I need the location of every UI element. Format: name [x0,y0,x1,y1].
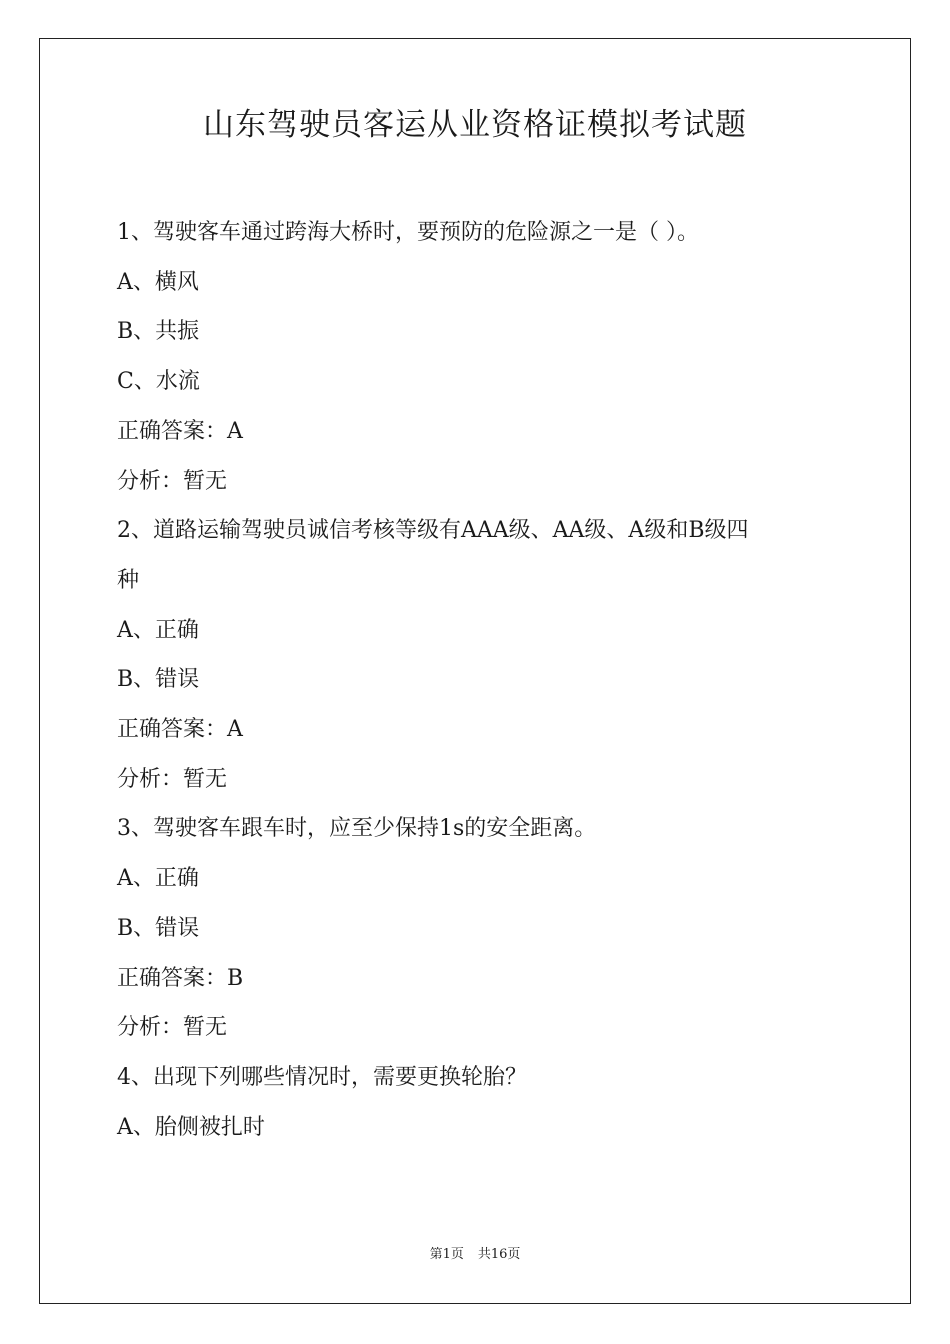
question-1-answer: 正确答案：A [117,418,243,444]
page-total: 共16页 [477,1247,521,1262]
document-title: 山东驾驶员客运从业资格证模拟考试题 [203,107,747,143]
question-3-analysis: 分析：暂无 [117,1015,228,1041]
question-1-option-a: A、横风 [117,269,199,295]
question-3-option-b: B、错误 [117,915,200,941]
question-content [117,208,847,1152]
question-3-option-a: A、正确 [117,866,199,892]
question-4-option-a: A、胎侧被扎时 [117,1114,265,1140]
page-number: 第1页 [429,1247,464,1262]
question-3-text: 3、驾驶客车跟车时，应至少保持1s的安全距离。 [117,816,597,842]
page-footer [0,1246,950,1264]
question-2-analysis: 分析：暂无 [117,766,228,792]
question-1-text: 1、驾驶客车通过跨海大桥时，要预防的危险源之一是（ ）。 [117,220,699,245]
question-1-option-b: B、共振 [117,319,200,345]
question-3-answer: 正确答案：B [117,965,244,991]
question-2-option-b: B、错误 [117,667,200,693]
question-1-option-c: C、水流 [117,369,200,395]
question-2-answer: 正确答案：A [117,717,243,743]
question-1-analysis: 分析：暂无 [117,468,228,494]
question-4-text: 4、出现下列哪些情况时，需要更换轮胎？ [117,1064,527,1090]
question-2-text: 2、道路运输驾驶员诚信考核等级有AAA级、AA级、A级和B级四 [117,518,749,544]
question-2-text-continued: 种 [117,567,140,593]
question-2-option-a: A、正确 [117,617,199,643]
